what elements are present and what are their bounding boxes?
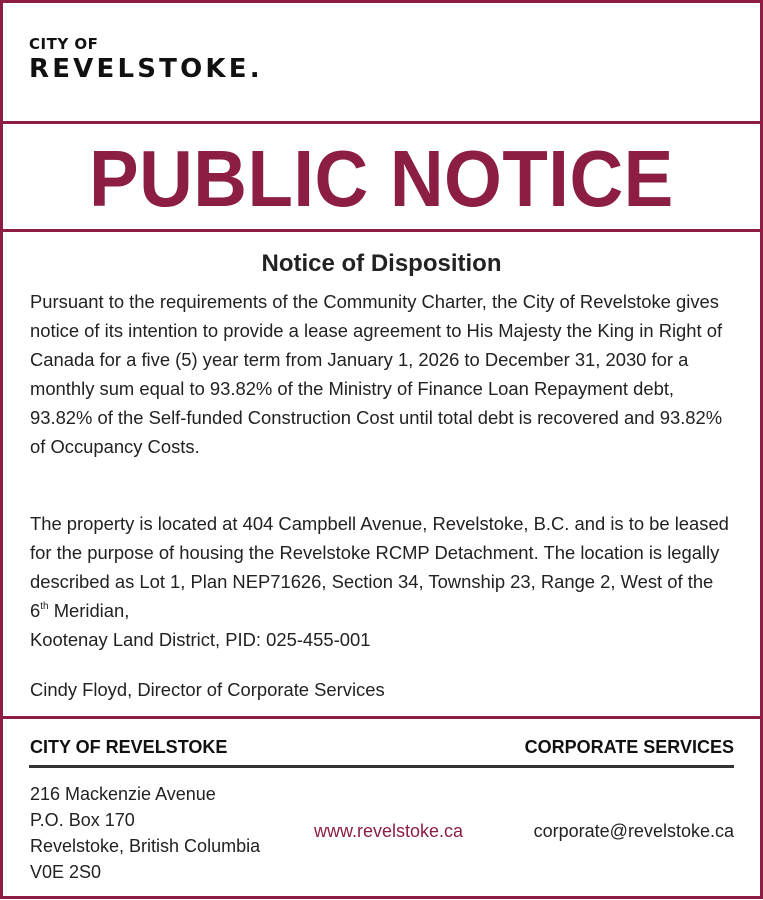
footer-city-heading: CITY OF REVELSTOKE	[30, 737, 228, 757]
footer-divider	[0, 716, 763, 719]
ordinal-superscript: th	[40, 601, 49, 612]
notice-title: Notice of Disposition	[261, 250, 502, 277]
footer-rule	[29, 765, 734, 768]
logo-line-1: CITY OF	[29, 35, 99, 53]
footer-department-heading: CORPORATE SERVICES	[524, 737, 734, 757]
public-notice-banner	[0, 125, 763, 229]
mailing-address	[30, 781, 260, 885]
address-line: Revelstoke, British Columbia	[30, 836, 261, 856]
address-line: P.O. Box 170	[30, 810, 135, 830]
notice-paragraph-2	[30, 509, 735, 654]
city-logo	[29, 36, 263, 84]
banner-title: PUBLIC NOTICE	[89, 134, 674, 223]
email-link[interactable]: corporate@revelstoke.ca	[533, 821, 734, 841]
banner-divider	[0, 229, 763, 232]
notice-paragraph-1: Pursuant to the requirements of the Community Charter, the City of Revelstoke gives notice of its intention to provide a lease agreement to His Majesty the King in Right of Canada for a five (5) year term from January 1, 2026 to December 31, 2030 for a monthly sum equal to 93.82% of the Ministry of Finance Loan Repayment debt, 93.82% of the Self-funded Construction Cost until total debt is recovered and 93.82% of Occupancy Costs.	[30, 291, 723, 457]
address-line: V0E 2S0	[30, 862, 102, 882]
paragraph-2-pid: Kootenay Land District, PID: 025-455-001	[30, 629, 371, 650]
paragraph-2-text-end: Meridian,	[48, 600, 130, 621]
signature: Cindy Floyd, Director of Corporate Services	[30, 679, 385, 700]
address-line: 216 Mackenzie Avenue	[30, 784, 216, 804]
logo-line-2: REVELSTOKE.	[29, 54, 263, 84]
website-link[interactable]: www.revelstoke.ca	[314, 821, 464, 841]
header-divider	[0, 121, 763, 124]
paragraph-2-text: The property is located at 404 Campbell Avenue, Revelstoke, B.C. and is to be leased for the purpose of housing the Revelstoke RCMP Detachment. The location is legally described as Lot 1, Plan NEP71626, Section 34, Township 23, Range 2, West of the 6	[30, 513, 729, 621]
